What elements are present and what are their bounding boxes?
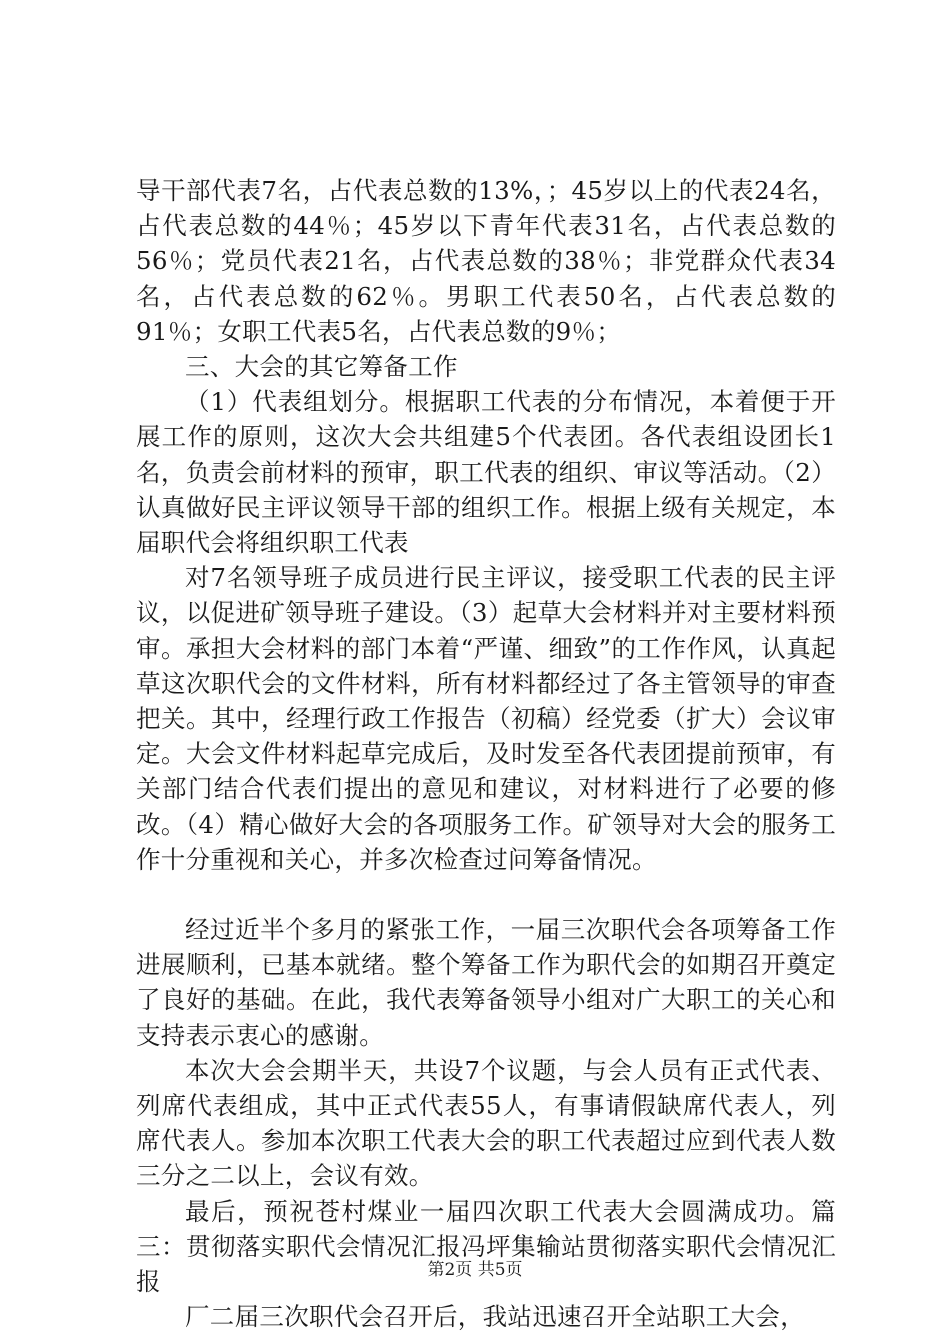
paragraph-meeting: 本次大会会期半天，共设7个议题，与会人员有正式代表、列席代表组成，其中正式代表55人，有事请假缺席代表人，列席代表人。参加本次职工代表大会的职工代表超过应到代表人数三分之二以上，会议有效。 [136,1055,836,1191]
paragraph-spacer [136,877,836,912]
page-number-footer: 第2页 共5页 [427,1260,523,1280]
document-body [136,173,836,1335]
paragraph-statistics: 导干部代表7名，占代表总数的13%，；45岁以上的代表24名，占代表总数的44％；45岁以下青年代表31名，占代表总数的56％；党员代表21名，占代表总数的38％；非党群众代表34名，占代表总数的62％。男职工代表50名，占代表总数的91％；女职工代表5名，占代表总数的9％； [136,176,836,346]
paragraph-groups: （1）代表组划分。根据职工代表的分布情况，本着便于开展工作的原则，这次大会共组建5个代表团。各代表组设团长1名，负责会前材料的预审，职工代表的组织、审议等活动。（2）认真做好民主评议领导干部的组织工作。根据上级有关规定，本届职代会将组织职工代表 [136,387,836,558]
section-heading: 三、大会的其它筹备工作 [185,352,458,382]
paragraph-next-section: 厂二届三次职代会召开后，我站迅速召开全站职工大会， [185,1302,805,1332]
paragraph-closing: 最后，预祝苍村煤业一届四次职工代表大会圆满成功。篇三：贯彻落实职代会情况汇报冯坪集输站贯彻落实职代会情况汇报 [136,1196,836,1297]
paragraph-progress: 经过近半个多月的紧张工作，一届三次职代会各项筹备工作进展顺利，已基本就绪。整个筹备工作为职代会的如期召开奠定了良好的基础。在此，我代表筹备领导小组对广大职工的关心和支持表示衷心的感谢。 [136,915,836,1050]
paragraph-evaluation: 对7名领导班子成员进行民主评议，接受职工代表的民主评议，以促进矿领导班子建设。（3）起草大会材料并对主要材料预审。承担大会材料的部门本着“严谨、细致”的工作作风，认真起草这次职代会的文件材料，所有材料都经过了各主管领导的审查把关。其中，经理行政工作报告（初稿）经党委（扩大）会议审定。大会文件材料起草完成后，及时发至各代表团提前预审，有关部门结合代表们提出的意见和建议，对材料进行了必要的修改。（4）精心做好大会的各项服务工作。矿领导对大会的服务工作十分重视和关心，并多次检查过问筹备情况。 [136,563,836,874]
